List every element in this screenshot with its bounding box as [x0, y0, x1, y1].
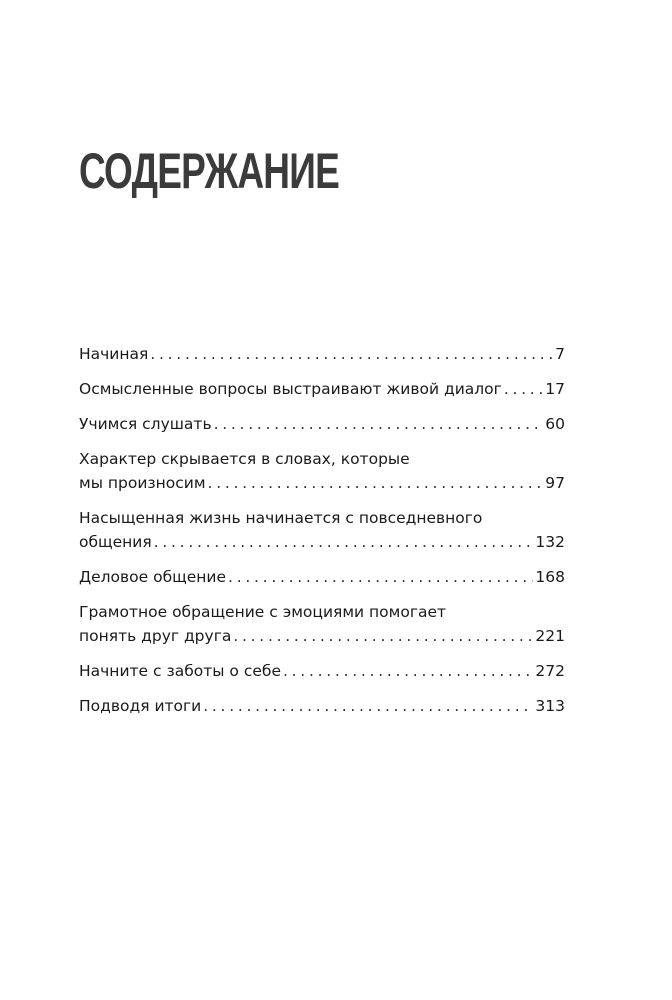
- dot-leader: [208, 471, 544, 495]
- toc-entry[interactable]: [79, 377, 565, 401]
- toc-entry-title: понять друг друга: [79, 627, 232, 645]
- toc-entry-page: 60: [545, 415, 565, 433]
- toc-entry-title-line: Характер скрывается в словах, которые: [79, 450, 410, 468]
- dot-leader: [233, 624, 533, 648]
- toc-entry-page: 97: [545, 474, 565, 492]
- toc-entry[interactable]: [79, 342, 565, 366]
- toc-entry-title: Учимся слушать: [79, 415, 212, 433]
- toc-entry[interactable]: [79, 694, 565, 718]
- toc-entry-page: 168: [535, 568, 565, 586]
- page-title: СОДЕРЖАНИЕ: [79, 143, 340, 199]
- toc-entry-title: Начните с заботы о себе: [79, 662, 281, 680]
- dot-leader: [214, 412, 544, 436]
- toc-entry-title: мы произносим: [79, 474, 206, 492]
- dot-leader: [150, 342, 553, 366]
- toc-entry[interactable]: [79, 659, 565, 683]
- dot-leader: [283, 659, 533, 683]
- toc-entry-title: Деловое общение: [79, 568, 227, 586]
- toc-entry-title: общения: [79, 533, 152, 551]
- toc-entry[interactable]: [79, 600, 565, 648]
- dot-leader: [504, 377, 543, 401]
- table-of-contents: [79, 342, 565, 729]
- toc-entry-page: 17: [545, 380, 565, 398]
- toc-entry-page: 132: [535, 533, 565, 551]
- toc-entry[interactable]: [79, 447, 565, 495]
- dot-leader: [203, 694, 533, 718]
- toc-entry-page: 313: [535, 697, 565, 715]
- toc-entry-page: 272: [535, 662, 565, 680]
- dot-leader: [154, 530, 534, 554]
- toc-entry-title: Подводя итоги: [79, 697, 202, 715]
- toc-entry-title: Начиная: [79, 345, 149, 363]
- toc-entry-page: 221: [535, 627, 565, 645]
- toc-entry[interactable]: [79, 565, 565, 589]
- toc-entry-title-line: Грамотное обращение с эмоциями помогает: [79, 603, 447, 621]
- toc-entry[interactable]: [79, 412, 565, 436]
- dot-leader: [228, 565, 533, 589]
- toc-entry-title: Осмысленные вопросы выстраивают живой диалог: [79, 380, 502, 398]
- toc-entry[interactable]: [79, 506, 565, 554]
- toc-entry-page: 7: [555, 345, 565, 363]
- toc-entry-title-line: Насыщенная жизнь начинается с повседневного: [79, 509, 483, 527]
